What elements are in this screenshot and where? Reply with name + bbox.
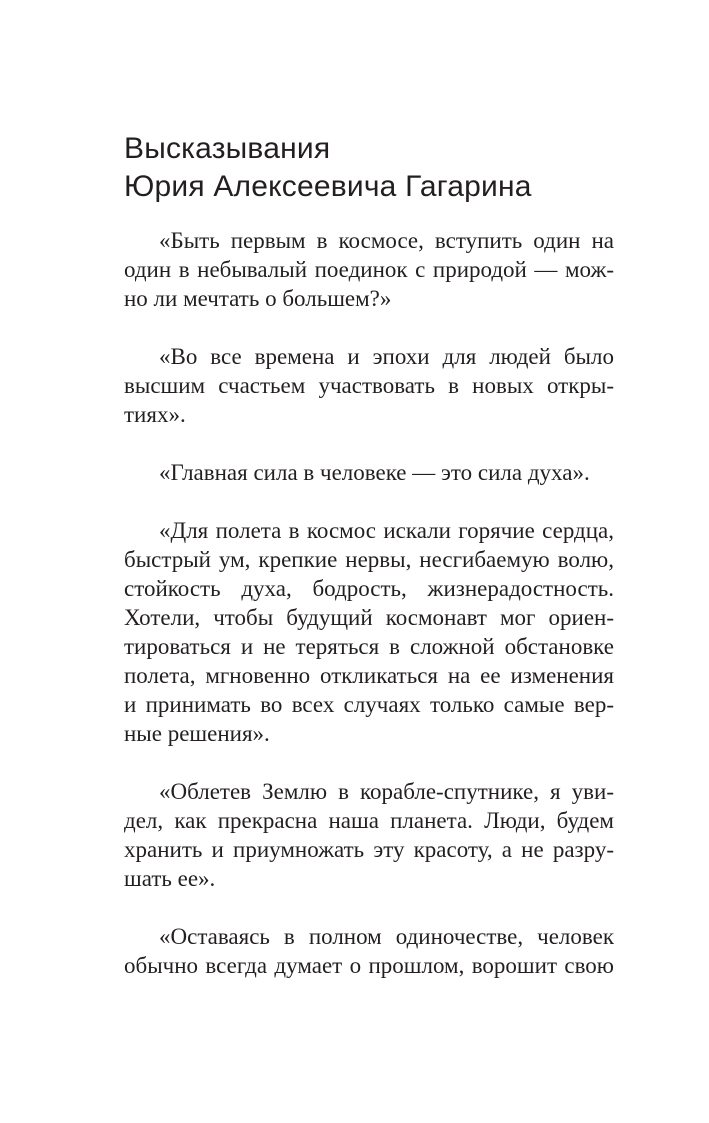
quote-line: «Оставаясь в полном одиночестве, человек [159,924,614,949]
title-line-1: Высказывания [124,132,331,165]
quote-line: тиях». [124,402,186,427]
quote-paragraph [124,342,614,429]
quote-line: дел, как прекрасна наша планета. Люди, будем [124,808,614,833]
quote-line: тироваться и не теряться в сложной обстановке [124,634,614,659]
quote-paragraph [124,226,614,313]
quote-line: «Во все времена и эпохи для людей было [159,344,614,369]
quote-line: быстрый ум, крепкие нервы, несгибаемую волю, [124,547,614,572]
quote-line: стойкость духа, бодрость, жизнерадостность. [124,576,614,601]
quote-line: полета, мгновенно откликаться на ее изменения [124,663,614,688]
quote-line: «Быть первым в космосе, вступить один на [159,228,614,253]
quote-paragraph [124,777,614,893]
quotes-list [124,226,614,980]
quote-line: шать ее». [124,866,216,891]
quote-line: высшим счастьем участвовать в новых откры- [124,373,614,398]
title-line-2: Юрия Алексеевича Гагарина [124,170,532,203]
quote-line: и принимать во всех случаях только самые вер- [124,692,614,717]
quote-line: «Облетев Землю в корабле-спутнике, я уви- [159,779,614,804]
quote-line: «Для полета в космос искали горячие сердца, [159,518,614,543]
quote-line: но ли мечтать о большем?» [124,286,392,311]
book-page [124,130,614,1009]
quote-line: «Главная сила в человеке — это сила духа». [159,460,590,485]
quote-line: Хотели, чтобы будущий космонавт мог ориен- [124,605,614,630]
quote-paragraph [124,458,614,487]
quote-line: один в небывалый поединок с природой — мож- [124,257,614,282]
quote-paragraph [124,922,614,980]
quote-paragraph [124,516,614,748]
page-title [124,130,614,206]
quote-line: хранить и приумножать эту красоту, а не разру- [124,837,614,862]
quote-line: обычно всегда думает о прошлом, ворошит свою [124,953,614,978]
quote-line: ные решения». [124,721,270,746]
